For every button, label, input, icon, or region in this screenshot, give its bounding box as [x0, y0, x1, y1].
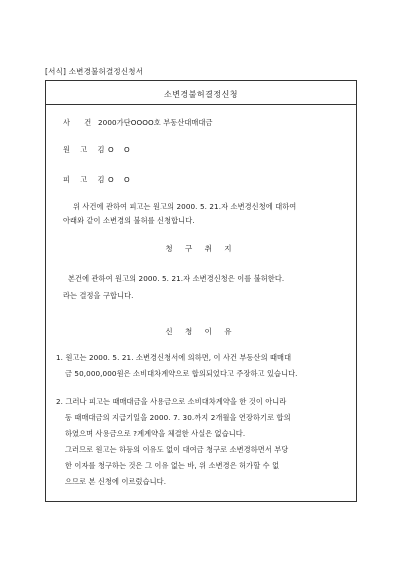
reason-1-line: 금 50,000,000원은 소비대차계약으로 합의되었다고 주장하고 있습니다.: [65, 369, 298, 378]
intro-line: 아래와 같이 소변경의 불허를 신청합니다.: [63, 216, 195, 225]
reason-2-line: 한 이자를 청구하는 것은 그 이유 없는 바, 위 소변경은 허가할 수 없: [65, 461, 280, 470]
document-box: [45, 80, 357, 502]
reason-2-line: 으므로 본 신청에 이르렀습니다.: [65, 477, 167, 486]
reason-2-line: 동 때매대금의 지급기일을 2000. 7. 30.까지 2개월을 연장하기로 합의: [65, 413, 291, 422]
case-label: 사 건: [63, 118, 98, 127]
intro-line: 위 사건에 관하여 피고는 원고의 2000. 5. 21.자 소변경신청에 대하여: [73, 202, 297, 211]
defendant-name: O O: [108, 175, 134, 184]
reason-2-line: 2. 그러나 피고는 때매대금을 사용금으로 소비대차계약을 한 것이 아니라: [56, 397, 287, 406]
document-title: 소변경불허결정신청: [163, 90, 239, 99]
reason-2-line: 그러므로 원고는 하등의 이유도 없이 대여금 청구로 소변경하면서 부당: [65, 445, 289, 454]
defendant-label: 피 고 김: [63, 175, 109, 184]
claim-heading: 청 구 취 지: [165, 244, 237, 253]
plaintiff-label: 원 고 김: [63, 145, 109, 154]
reason-heading: 신 청 이 유: [165, 327, 237, 336]
form-label: [서식] 소변경불허결정신청서: [45, 67, 144, 76]
claim-line: 라는 결정을 구합니다.: [63, 291, 134, 300]
claim-line: 본건에 관하여 원고의 2000. 5. 21.자 소변경신청은 이를 불허한다.: [68, 274, 285, 283]
plaintiff-name: O O: [108, 145, 134, 154]
title-divider: [46, 104, 356, 105]
case-value: 2000가단OOOO호 부동산대매대금: [98, 118, 213, 127]
reason-1-line: 1. 원고는 2000. 5. 21. 소변경신청서에 의하면, 이 사건 부동산의 때매대: [56, 353, 292, 362]
reason-2-line: 하였으며 사용금으로 ?계계약을 체결한 사실은 없습니다.: [65, 429, 246, 438]
